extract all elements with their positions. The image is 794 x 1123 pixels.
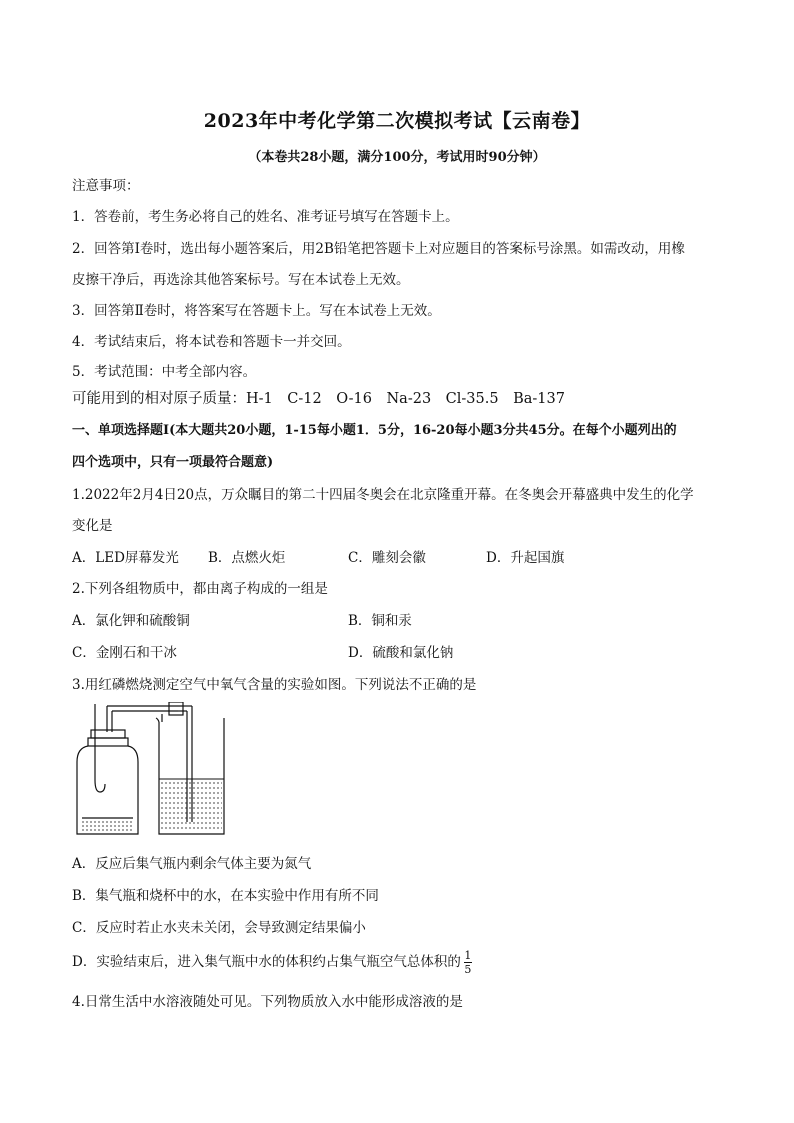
fraction-numerator: 1 xyxy=(464,949,472,962)
question-3-option-d xyxy=(72,950,472,975)
notice-item-2: 2．回答第Ⅰ卷时，选出每小题答案后，用2B铅笔把答题卡上对应题目的答案标号涂黑。如需改动，用橡 xyxy=(72,241,685,257)
fraction-denominator: 5 xyxy=(464,963,472,976)
exam-subtitle: （本卷共28小题，满分100分，考试用时90分钟） xyxy=(248,150,546,165)
question-3-stem: 3.用红磷燃烧测定空气中氧气含量的实验如图。下列说法不正确的是 xyxy=(72,677,477,693)
notice-item-3: 3．回答第Ⅱ卷时，将答案写在答题卡上。写在本试卷上无效。 xyxy=(72,303,441,319)
exam-title: 2023年中考化学第二次模拟考试【云南卷】 xyxy=(203,110,591,132)
fraction-one-fifth xyxy=(464,950,472,975)
question-2-option-c: C．金刚石和干冰 xyxy=(72,645,177,661)
question-1-stem: 1.2022年2月4日20点，万众瞩目的第二十四届冬奥会在北京隆重开幕。在冬奥会开幕盛典中发生的化学 xyxy=(72,487,694,503)
question-3-option-c: C．反应时若止水夹未关闭，会导致测定结果偏小 xyxy=(72,920,366,936)
section-1-heading-cont: 四个选项中，只有一项最符合题意) xyxy=(72,455,274,470)
notice-item-2-cont: 皮擦干净后，再选涂其他答案标号。写在本试卷上无效。 xyxy=(72,272,410,288)
notice-item-4: 4．考试结束后，将本试卷和答题卡一并交回。 xyxy=(72,334,351,350)
question-3-option-a: A．反应后集气瓶内剩余气体主要为氮气 xyxy=(72,856,312,872)
question-2-option-a: A．氯化钾和硫酸铜 xyxy=(72,613,190,629)
notice-item-5: 5．考试范围：中考全部内容。 xyxy=(72,364,257,380)
question-3-option-b: B．集气瓶和烧杯中的水，在本实验中作用有所不同 xyxy=(72,888,379,904)
atomic-masses: 可能用到的相对原子质量：H-1 C-12 O-16 Na-23 Cl-35.5 Ba-137 xyxy=(72,391,565,407)
question-1-option-b: B．点燃火炬 xyxy=(208,550,286,566)
question-2-option-b: B．铜和汞 xyxy=(348,613,412,629)
question-4-stem: 4.日常生活中水溶液随处可见。下列物质放入水中能形成溶液的是 xyxy=(72,994,463,1010)
notice-item-1: 1．答卷前，考生务必将自己的姓名、准考证号填写在答题卡上。 xyxy=(72,209,459,225)
question-3-option-d-text: D．实验结束后，进入集气瓶中水的体积约占集气瓶空气总体积的 xyxy=(72,954,461,970)
apparatus-diagram xyxy=(74,702,234,842)
question-2-stem: 2.下列各组物质中，都由离子构成的一组是 xyxy=(72,581,328,597)
question-2-option-d: D．硫酸和氯化钠 xyxy=(348,645,454,661)
section-1-heading: 一、单项选择题Ⅰ(本大题共20小题，1-15每小题1．5分，16-20每小题3分共45分。在每个小题列出的 xyxy=(72,423,677,438)
question-1-option-d: D．升起国旗 xyxy=(486,550,565,566)
question-1-stem-cont: 变化是 xyxy=(72,518,113,534)
notice-heading: 注意事项： xyxy=(72,178,140,194)
question-1-option-c: C．雕刻会徽 xyxy=(348,550,426,566)
question-1-option-a: A．LED屏幕发光 xyxy=(72,550,179,566)
